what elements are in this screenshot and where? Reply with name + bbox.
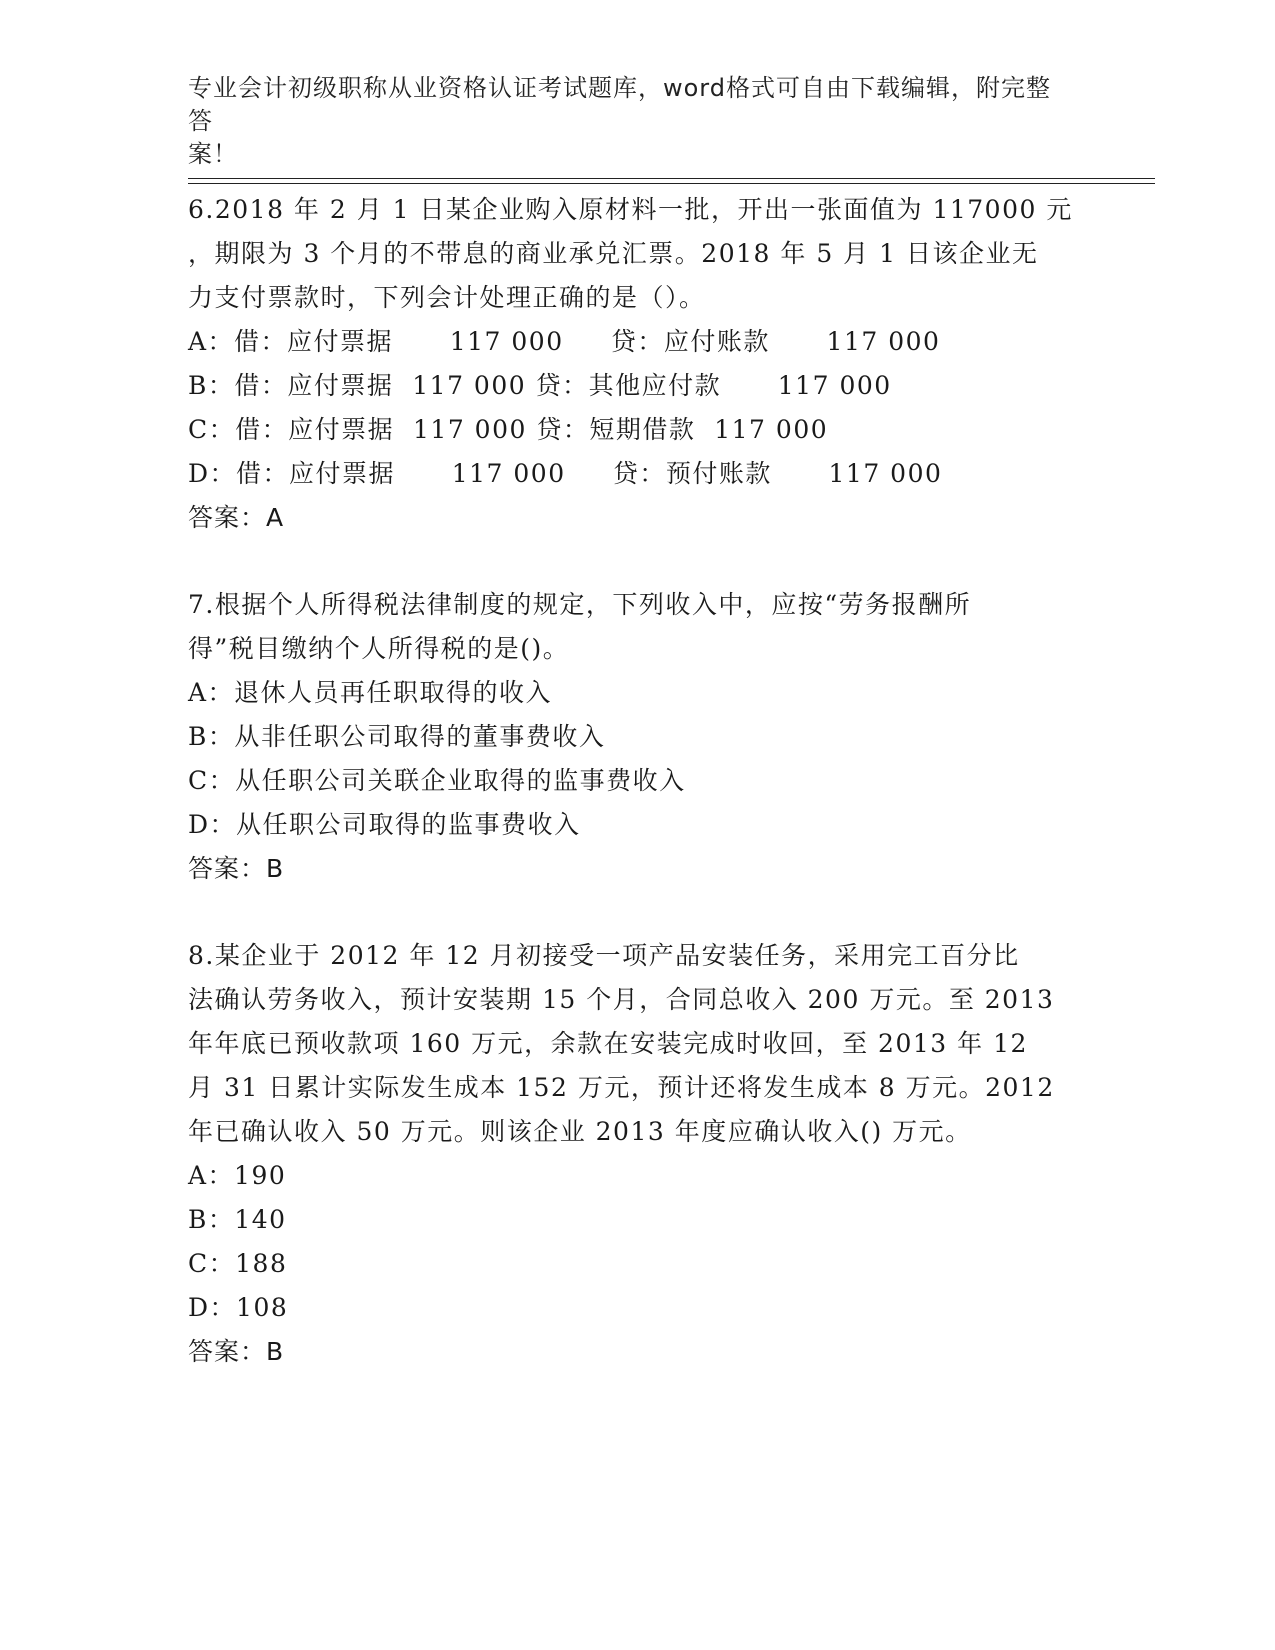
answer-label: 答案：A: [188, 503, 285, 532]
option-c: C：188: [188, 1249, 288, 1278]
document-header: [188, 72, 1068, 171]
option-b: B：140: [188, 1205, 287, 1234]
option-a: A：190: [188, 1161, 287, 1190]
question-stem-line: 力支付票款时，下列会计处理正确的是（）。: [188, 283, 706, 312]
header-divider-bottom: [188, 183, 1155, 184]
header-line-1: 专业会计初级职称从业资格认证考试题库，word格式可自由下载编辑，附完整答: [188, 74, 1051, 135]
option-b: B：从非任职公司取得的董事费收入: [188, 722, 606, 751]
question-stem-line: 年已确认收入 50 万元。则该企业 2013 年度应确认收入() 万元。: [188, 1117, 972, 1146]
question-stem-line: 得”税目缴纳个人所得税的是()。: [188, 634, 570, 663]
question-stem-line: 年年底已预收款项 160 万元，余款在安装完成时收回，至 2013 年 12: [188, 1029, 1028, 1058]
header-divider-top: [188, 178, 1155, 179]
option-a: A：借：应付票据 117 000 贷：应付账款 117 000: [188, 327, 941, 356]
option-c: C：从任职公司关联企业取得的监事费收入: [188, 766, 686, 795]
answer-label: 答案：B: [188, 1337, 285, 1366]
question-stem-line: 7.根据个人所得税法律制度的规定，下列收入中，应按“劳务报酬所: [188, 590, 972, 619]
answer-label: 答案：B: [188, 854, 285, 883]
header-line-2: 案！: [188, 140, 238, 168]
option-d: D：108: [188, 1293, 289, 1322]
option-d: D：借：应付票据 117 000 贷：预付账款 117 000: [188, 459, 943, 488]
question-stem-line: 8.某企业于 2012 年 12 月初接受一项产品安装任务，采用完工百分比: [188, 941, 1020, 970]
option-b: B：借：应付票据 117 000 贷：其他应付款 117 000: [188, 371, 892, 400]
question-stem-line: ，期限为 3 个月的不带息的商业承兑汇票。2018 年 5 月 1 日该企业无: [188, 239, 1039, 268]
question-stem-line: 6.2018 年 2 月 1 日某企业购入原材料一批，开出一张面值为 117000 元: [188, 195, 1073, 224]
option-a: A：退休人员再任职取得的收入: [188, 678, 553, 707]
option-d: D：从任职公司取得的监事费收入: [188, 810, 581, 839]
question-stem-line: 法确认劳务收入，预计安装期 15 个月，合同总收入 200 万元。至 2013: [188, 985, 1055, 1014]
question-stem-line: 月 31 日累计实际发生成本 152 万元，预计还将发生成本 8 万元。2012: [188, 1073, 1055, 1102]
option-c: C：借：应付票据 117 000 贷：短期借款 117 000: [188, 415, 829, 444]
